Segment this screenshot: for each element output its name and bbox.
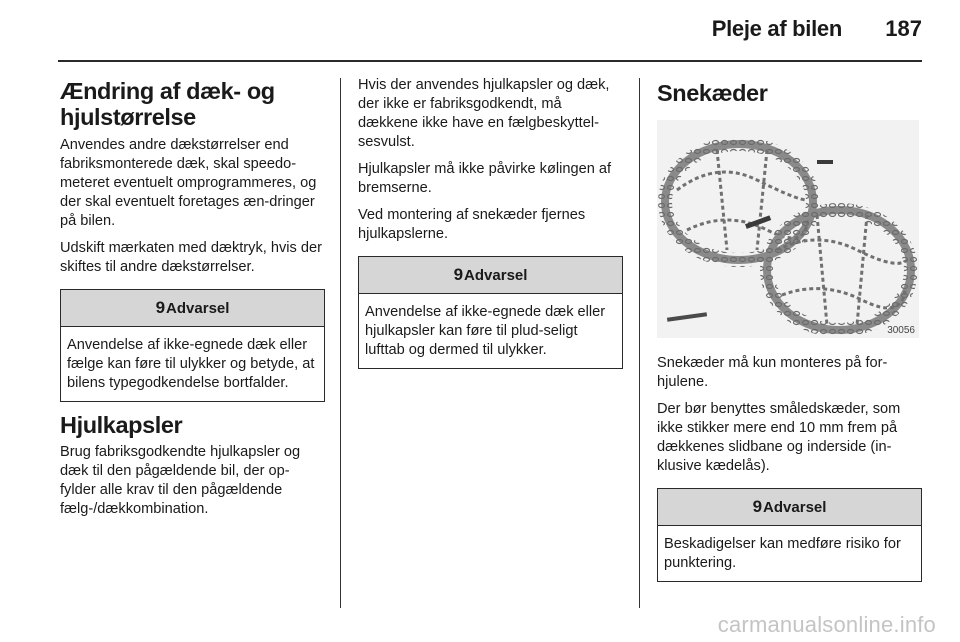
column-2 xyxy=(358,76,623,379)
heading-snow-chains: Snekæder xyxy=(657,80,768,106)
column-divider-1 xyxy=(340,78,341,608)
warning-icon: 9 xyxy=(453,265,464,284)
column-1 xyxy=(60,76,325,527)
page-number: 187 xyxy=(885,16,922,41)
paragraph: Hjulkapsler må ikke påvirke kølingen af bremserne. xyxy=(358,161,612,196)
paragraph: Udskift mærkaten med dæktryk, hvis der skiftes til andre dækstørrelser. xyxy=(60,240,322,275)
header-divider xyxy=(58,60,922,62)
snow-chain-illustration xyxy=(657,120,919,338)
heading-tire-size-change: Ændring af dæk- og hjulstørrelse xyxy=(60,78,275,130)
paragraph: Snekæder må kun monteres på for-hjulene. xyxy=(657,355,888,390)
section-title: Pleje af bilen xyxy=(711,16,842,41)
warning-title: Advarsel xyxy=(166,299,230,317)
warning-box xyxy=(60,289,325,402)
warning-icon: 9 xyxy=(752,497,763,516)
column-3 xyxy=(657,76,922,592)
page-header xyxy=(0,0,960,60)
watermark-url: carmanualsonline.info xyxy=(717,612,936,637)
snow-chain-icon xyxy=(657,120,919,338)
warning-header xyxy=(61,290,324,327)
warning-header xyxy=(359,257,622,294)
warning-title: Advarsel xyxy=(763,498,827,516)
warning-box xyxy=(657,488,922,582)
warning-icon: 9 xyxy=(155,298,166,317)
warning-box xyxy=(358,256,623,369)
heading-hubcaps: Hjulkapsler xyxy=(60,412,183,438)
warning-title: Advarsel xyxy=(464,266,528,284)
paragraph: Hvis der anvendes hjulkapsler og dæk, der ikke er fabriksgodkendt, må dækkene ikke have en fælgbeskyttel-sesvulst. xyxy=(358,77,610,150)
paragraph: Anvendes andre dækstørrelser end fabriksmonterede dæk, skal speedo-meteret eventuelt omprogrammeres, og der skal eventuelt foretages æn-dringer på bilen. xyxy=(60,137,317,229)
warning-header xyxy=(658,489,921,526)
paragraph: Der bør benyttes småledskæder, som ikke stikker mere end 10 mm frem på dækkenes slidbane og inderside (in-klusive kædelås). xyxy=(657,401,901,474)
column-divider-2 xyxy=(639,78,640,608)
warning-text: Anvendelse af ikke-egnede dæk eller fælge kan føre til ulykker og betyde, at bilens typegodkendelse bortfalder. xyxy=(67,337,315,391)
paragraph: Brug fabriksgodkendte hjulkapsler og dæk til den pågældende bil, der op-fylder alle krav til den pågældende fælg-/dækkombination. xyxy=(60,444,301,517)
paragraph: Ved montering af snekæder fjernes hjulkapslerne. xyxy=(358,207,586,242)
warning-text: Anvendelse af ikke-egnede dæk eller hjulkapsler kan føre til plud-seligt lufttab og dermed til ulykker. xyxy=(365,304,606,358)
figure-number: 30056 xyxy=(887,325,915,336)
warning-text: Beskadigelser kan medføre risiko for punktering. xyxy=(664,536,901,571)
